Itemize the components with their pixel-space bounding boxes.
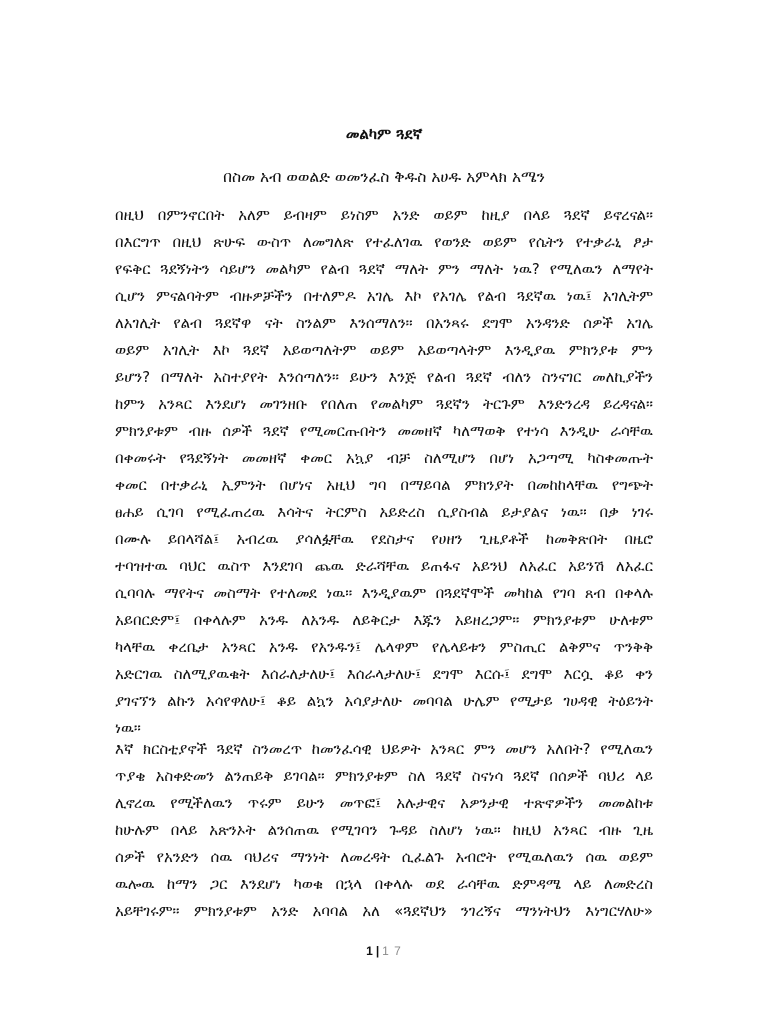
paragraph-line: ተባዝተዉ ባህር ዉስጥ እንደገባ ጨዉ ድራሻቸዉ ይጠፋና አይንህ ለአፈር አይንሽ ለአፈር (115, 558, 653, 575)
document-title: መልካም ጓደኛ (345, 125, 423, 143)
paragraph-line: አድርገዉ ስለሚያዉቁት እሰራለታለሁ፤ እሰራላታለሁ፤ ደግሞ እርሱ፤ ደግሞ እርሷ ቆይ ቀን (115, 666, 653, 683)
paragraph-line: ይሆን? በማለት አስተያየት እንሰጣለን። ይሁን እንጅ የልብ ጓደኛ ብለን ስንናገር መለኪያችን (115, 369, 653, 386)
paragraph-line: ከምን አንጻር እንደሆነ መገንዘቡ የበለጠ የመልካም ጓደኛን ትርጉም እንድንረዳ ይረዳናል። (115, 396, 653, 413)
paragraph-line: በሙሉ ይበላሻል፤ አብረዉ ያሳለፏቸዉ የደስታና የሀዘን ጊዜያቶች ከመቅጽበት በዜሮ (115, 531, 653, 548)
total-pages: 1 7 (382, 944, 402, 958)
paragraph-line: ካላቸዉ ቀረቤታ አንጻር አንዱ የአንዱን፤ ሌላዋም የሌላይቱን ምስጢር ልቅምና ጥንቅቅ (115, 639, 653, 656)
paragraph-line: ያገናኘን ልኩን አሳየዋለሁ፤ ቆይ ልኳን አሳያታለሁ መባባል ሁሌም የሚታይ ገሀዳዊ ትዕይንት (115, 693, 653, 710)
paragraph-line: ሲሆን ምናልባትም ብዙዎቻችን በተለምዶ አገሌ እኮ የአገሌ የልብ ጓደኛዉ ነዉ፤ አገሊትም (115, 288, 653, 305)
paragraph-line: በዚህ በምንኖርበት አለም ይብዛም ይነስም አንድ ወይም ከዚያ በላይ ጓደኛ ይኖረናል። (115, 207, 653, 224)
paragraph-line: ሊኖረዉ የሚችለዉን ጥሩም ይሁን መጥፎ፤ አሉታዊና አዎንታዊ ተጽኖዎችን መመልከቱ (115, 795, 653, 812)
paragraph-line: ዉሎዉ ከማን ጋር እንደሆነ ካወቁ በኋላ በቀላሉ ወደ ራሳቸዉ ድምዳሜ ላይ ለመድረስ (115, 876, 653, 893)
document-invocation: በስመ አብ ወወልድ ወመንፈስ ቅዱስ አሀዱ አምላክ አሜን (223, 168, 545, 186)
paragraph-line: ወይም አገሊት እኮ ጓደኛ አይወጣለትም ወይም አይወጣላትም እንዲያዉ ምክንያቱ ምን (115, 342, 653, 359)
page-number: 1 (366, 944, 373, 958)
page-number-separator: | (375, 944, 380, 958)
paragraph-line: ቀመር በተቃራኒ ኢምንት በሆነና አዚህ ግባ በማይባል ምክንያት በመከከላቸዉ የግጭት (115, 477, 653, 494)
paragraph-line: አይበርድም፤ በቀላሉም አንዱ ለአንዱ ለይቅርታ እጁን አይዘረጋም። ምክንያቱም ሁለቱም (115, 612, 653, 629)
paragraph-line: ለአገሊት የልብ ጓደኛዋ ናት ስንልም እንሰማለን። በአንጻሩ ደግሞ አንዳንድ ሰዎች አገሌ (115, 315, 653, 332)
paragraph-line: ምክንያቱም ብዙ ሰዎች ጓደኛ የሚመርጡበትን መመዘኛ ካለማወቅ የተነሳ እንዲሁ ራሳቸዉ (115, 423, 653, 440)
paragraph-line: ፀሐይ ሲገባ የሚፈጠረዉ እሳትና ትርምስ አይድረስ ሲያስብል ይታያልና ነዉ። በቃ ነገሩ (115, 504, 653, 521)
paragraph-line: እኛ ክርስቲያኖች ጓደኛ ስንመረጥ ከመንፈሳዊ ህይዎት አንጻር ምን መሆን አለበት? የሚለዉን (115, 741, 653, 758)
page-footer (0, 943, 768, 959)
paragraph-line: ሲባባሉ ማየትና መስማት የተለመደ ነዉ። እንዲያዉም በጓደኛሞች መካከል የገባ ጸብ በቀላሉ (115, 585, 653, 602)
paragraph-1 (115, 202, 653, 742)
paragraph-2 (115, 736, 653, 925)
paragraph-line: ሰዎች የአንድን ሰዉ ባህሪና ማንነት ለመረዳት ሲፈልጉ አብሮት የሚዉለዉን ሰዉ ወይም (115, 849, 653, 866)
paragraph-line: አይቸገሩም። ምክንያቱም አንድ አባባል አለ «ጓደኛህን ንገረኝና ማንነትህን እነግርሃለሁ» (115, 903, 653, 920)
paragraph-line: የፍቅር ጓደኝነትን ሳይሆን መልካም የልብ ጓደኛ ማለት ምን ማለት ነዉ? የሚለዉን ለማየት (115, 261, 653, 278)
paragraph-line: በእርግጥ በዚህ ጽሁፍ ውስጥ ለመግለጽ የተፈለገዉ የወንድ ወይም የሴትን የተቃራኒ ፆታ (115, 234, 653, 251)
paragraph-line: በቀመሩት የጓደኝነት መመዘኛ ቀመር አኳያ ብቻ ስለሚሆን በሆነ አጋጣሚ ካስቀመጡት (115, 450, 653, 467)
paragraph-line: ነዉ። (115, 720, 141, 737)
paragraph-line: ከሁሉም በላይ አጽንኦት ልንሰጠዉ የሚገባን ጉዳይ ስለሆነ ነዉ። ከዚህ አንጻር ብዙ ጊዜ (115, 822, 653, 839)
paragraph-line: ጥያቄ አስቀድመን ልንጠይቅ ይገባል። ምክንያቱም ስለ ጓደኛ ስናነሳ ጓደኛ በሰዎች ባህሪ ላይ (115, 768, 653, 785)
